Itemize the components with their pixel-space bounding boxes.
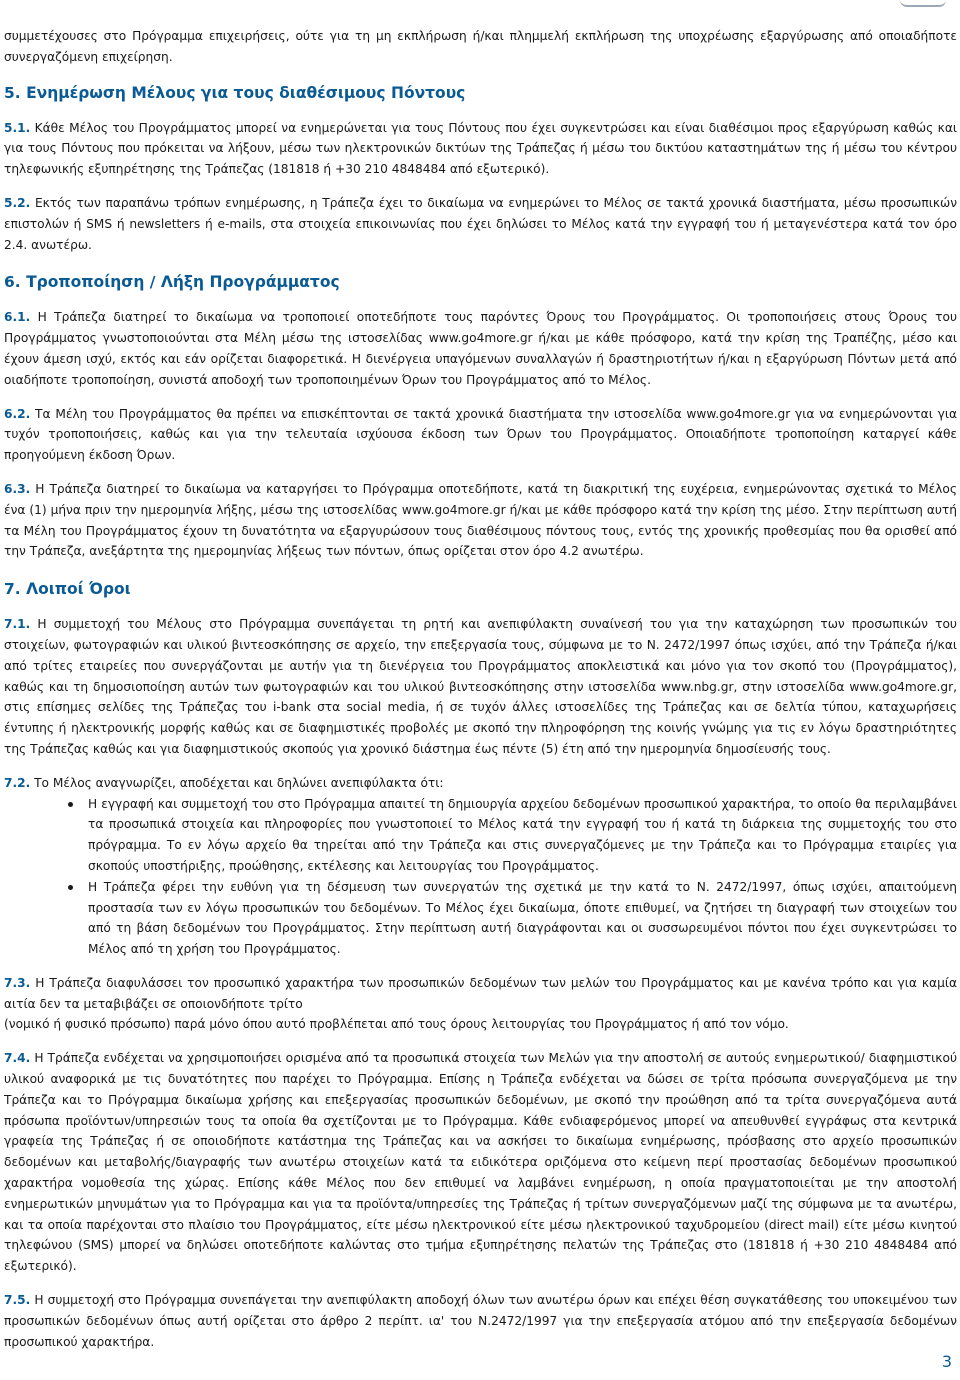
clause-number: 6.3. [4,481,31,496]
clause-text: Εκτός των παραπάνω τρόπων ενημέρωσης, η Τράπεζα έχει το δικαίωμα να ενημερώνει το Μέλος σε τακτά χρονικά διαστήματα, μέσω προσωπικών επιστολών ή SMS ή newsletters ή e-mails, στα στοιχεία επικοινωνίας που έχει δηλώσει το Μέλος κατά την εγγραφή του ή μεταγενέστερα κατά τον όρο 2.4. ανωτέρω. [4,195,958,252]
paragraph-6-1 [4,307,957,390]
clause-text: Η συμμετοχή στο Πρόγραμμα συνεπάγεται την ανεπιφύλακτη αποδοχή όλων των ανωτέρω όρων και επέχει θέση συγκατάθεσης του υποκειμένου των προσωπικών δεδομένων όπως αυτή ορίζεται στο άρθρο 2 περίπτ. ια' του Ν.2472/1997 για την επεξεργασία ατόμου από την επεξεργασία δεδομένων προσωπικού χαρακτήρα. [4,1293,958,1349]
paragraph-6-2 [4,404,957,466]
paragraph-7-2 [4,773,957,794]
clause-text: Η Τράπεζα διατηρεί το δικαίωμα να τροποποιεί οποτεδήποτε τους παρόντες Όρους του Προγράμματος. Οι τροποποιήσεις στους Όρους του Προγράμματος γνωστοποιούνται στα Μέλη μέσω της ιστοσελίδας www.go4more.gr ή/και με κάθε πρόσφορο, κατά την κρίση της Τραπέζης, μέσο και έχουν άμεση ισχύ, εκτός και εάν ορίζεται διαφορετικά. Η διενέργεια υπαγόμενων συναλλαγών ή δραστηριοτήτων ή/και η εξαργύρωση Πόντων μετά από οιαδήποτε τροποποίηση, συνιστά αποδοχή των τροποποιημένων Όρων του Προγράμματος από το Μέλος. [4,310,958,387]
intro-paragraph: συμμετέχουσες στο Πρόγραμμα επιχειρήσεις, ούτε για τη μη εκπλήρωση ή/και πλημμελή εκπλήρωση της υποχρέωσης εξαργύρωσης από οποιαδήποτε συνεργαζόμενη επιχείρηση. [4,29,957,64]
clause-number: 5.2. [4,195,31,210]
list-item: Η εγγραφή και συμμετοχή του στο Πρόγραμμα απαιτεί τη δημιουργία αρχείου δεδομένων προσωπικού χαρακτήρα, το οποίο θα περιλαμβάνει τα προσωπικά στοιχεία και πληροφορίες που γνωστοποιεί το Μέλος κατά την εγγραφή του ή κατά τη διάρκεια της συμμετοχής του στο πρόγραμμα. Το εν λόγω αρχείο θα τηρείται από την Τράπεζα και στις συνεργαζόμενες με την Τράπεζα και το Πρόγραμμα εταιρίες για σκοπούς υποστήριξης, προώθησης, εκτέλεσης και λειτουργίας του Προγράμματος. [88,794,957,877]
bullet-list-7-2 [4,794,957,960]
paragraph-7-4 [4,1048,957,1277]
section-6-heading: 6. Τροποποίηση / Λήξη Προγράμματος [4,273,340,292]
clause-number: 7.5. [4,1293,31,1308]
paragraph-7-3 [4,973,957,1015]
paragraph-7-5 [4,1290,957,1352]
list-item: Η Τράπεζα φέρει την ευθύνη για τη δέσμευση των συνεργατών της σχετικά με την κατά το Ν. 2472/1997, όπως ισχύει, απαιτούμενη προστασία των εν λόγω προσωπικών του δεδομένων. Το Μέλος έχει δικαίωμα, όποτε επιθυμεί, να ζητήσει τη διαγραφή των στοιχείων του από τη βάση δεδομένων του Προγράμματος. Στην περίπτωση αυτή διαγράφονται και οι συσσωρευμένοι πόντοι που έχει συγκεντρώσει το Μέλος από τη χρήση του Προγράμματος. [88,877,957,960]
clause-text: Τα Μέλη του Προγράμματος θα πρέπει να επισκέπτονται σε τακτά χρονικά διαστήματα την ιστοσελίδα www.go4more.gr για να ενημερώνονται για τυχόν τροποποιήσεις, καθώς και για την τελευταία ισχύουσα έκδοση των Όρων του Προγράμματος. Οποιαδήποτε τροποποίηση καταργεί κάθε προηγούμενη έκδοση Όρων. [4,406,958,463]
clause-text: Κάθε Μέλος του Προγράμματος μπορεί να ενημερώνεται για τους Πόντους που έχει συγκεντρώσει και είναι διαθέσιμοι προς εξαργύρωση καθώς και για τους Πόντους που πρόκειται να λήξουν, μέσω των ηλεκτρονικών δικτύων της Τράπεζας ή μέσω του δικτύου καταστημάτων της ή μέσω του κέντρου τηλεφωνικής εξυπηρέτησης της Τράπεζας (181818 ή +30 210 4848484 από εξωτερικό). [4,120,957,177]
header-decoration [900,0,946,7]
paragraph-7-1 [4,614,957,760]
clause-number: 7.4. [4,1051,31,1066]
clause-text: Η συμμετοχή του Μέλους στο Πρόγραμμα συνεπάγεται τη ρητή και ανεπιφύλακτη συναίνεσή του για την καταχώρηση των προσωπικών του στοιχείων, φωτογραφιών και υλικού βιντεοσκόπησης σε αρχείο, την επεξεργασία τους, σύμφωνα με το Ν. 2472/1997 όπως ισχύει, από την Τράπεζα ή/και από τρίτες εταιρείες που συνεργάζονται με αυτήν για τη διενέργεια του Προγράμματος αποκλειστικά και μόνο για τον σκοπό του (Προγράμματος), καθώς και τη δημοσιοποίηση αυτών των φωτογραφιών και του υλικού βιντεοσκόπησης στην ιστοσελίδα www.nbg.gr, στην ιστοσελίδα www.go4more.gr, στις επίσημες σελίδες της Τράπεζας του i-bank στα social media, ή σε τυχόν άλλες ιστοσελίδες της Τράπεζας και σε δελτία τύπου, καταχωρήσεις έντυπης ή ηλεκτρονικής μορφής καθώς και σε διαφημιστικές προβολές με σκοπό την πληροφόρηση της κοινής γνώμης για τις εν λόγω δραστηριότητες της Τράπεζας καθώς και για διαφημιστικούς σκοπούς για χρονικό διάστημα έως πέντε (5) έτη από την ημερομηνία δημοσίευσής τους. [4,617,957,756]
clause-number: 6.1. [4,310,31,325]
paragraph-7-3-continued: (νομικό ή φυσικό πρόσωπο) παρά μόνο όπου αυτό προβλέπεται από τους όρους λειτουργίας του Προγράμματος ή από τον νόμο. [4,1017,789,1032]
section-7-heading: 7. Λοιποί Όροι [4,580,131,599]
document-page [4,26,957,1365]
section-5-heading: 5. Ενημέρωση Μέλους για τους διαθέσιμους Πόντους [4,83,466,102]
clause-number: 7.3. [4,975,31,990]
clause-number: 7.1. [4,617,31,632]
clause-text: Η Τράπεζα διατηρεί το δικαίωμα να καταργήσει το Πρόγραμμα οποτεδήποτε, κατά τη διακριτική της ευχέρεια, ενημερώνοντας σχετικά το Μέλος ένα (1) μήνα πριν την ημερομηνία λήξης, μέσω της ιστοσελίδας www.go4more.gr ή/και με κάθε πρόσφορο κατά την κρίση της μέσο. Στην περίπτωση αυτή τα Μέλη του Προγράμματος έχουν τη δυνατότητα να εξαργυρώσουν τους διαθέσιμους πόντους τους, εντός της χρονικής προθεσμίας που θα ορισθεί από την Τράπεζα, ανεξάρτητα της ημερομηνίας λήξεως των πόντων, όπως ορίζεται στον όρο 4.2 ανωτέρω. [4,481,957,559]
clause-number: 7.2. [4,775,31,790]
clause-number: 5.1. [4,120,31,135]
clause-text: Η Τράπεζα ενδέχεται να χρησιμοποιήσει ορισμένα από τα προσωπικά στοιχεία των Μελών για την αποστολή σε αυτούς ενημερωτικού/ διαφημιστικού υλικού αναφορικά με τις δυνατότητες που παρέχει το Πρόγραμμα. Επίσης η Τράπεζα ενδέχεται να δώσει σε τρίτα πρόσωπα συνεργαζόμενα με την Τράπεζα και το Πρόγραμμα δικαίωμα χρήσης και επεξεργασίας προσωπικών δεδομένων, με σκοπό την προώθηση από τα τρίτα συνεργαζόμενα αυτά πρόσωπα προϊόντων/υπηρεσιών τους τα οποία θα σχετίζονται με το Πρόγραμμα. Κάθε ενδιαφερόμενος μπορεί να απευθυνθεί εγγράφως στα κεντρικά γραφεία της Τράπεζας ή σε οποιοδήποτε κατάστημα της Τράπεζας και να ασκήσει το δικαίωμα ενημέρωσης, πρόσβασης στο αρχείο προσωπικών δεδομένων και μεταβολής/διαγραφής των ανωτέρω στοιχείων κατά τα ειδικότερα οριζόμενα στο κείμενη περί προστασίας δεδομένων προσωπικού χαρακτήρα νομοθεσία της χώρας. Επίσης κάθε Μέλος που δεν επιθυμεί να λαμβάνει ενημέρωση, η οποία πραγματοποιείται με την αποστολή ενημερωτικών μηνυμάτων για το Πρόγραμμα και για τα προϊόντα/υπηρεσίες της Τράπεζας ή τρίτων συνεργαζόμενων μαζί της σύμφωνα με τα ανωτέρω, και τα οποία παρέχονται στο πλαίσιο του Προγράμματος, είτε μέσω ηλεκτρονικού είτε μέσω ηλεκτρονικού ταχυδρομείου (direct mail) είτε μέσω κινητού τηλεφώνου (SMS) μπορεί να δηλώσει οποτεδήποτε καλώντας στο τμήμα εξυπηρέτησης πελατών της Τράπεζας στο (181818 ή +30 210 4848484 από εξωτερικό). [4,1051,957,1274]
clause-number: 6.2. [4,406,31,421]
paragraph-5-1 [4,118,957,180]
clause-text: Η Τράπεζα διαφυλάσσει τον προσωπικό χαρακτήρα των προσωπικών δεδομένων των μελών του Προγράμματος και με κανένα τρόπο και για καμία αιτία δεν τα μεταβιβάζει σε οποιονδήποτε τρίτο [4,975,957,1011]
page-number: 3 [941,1352,952,1371]
paragraph-6-3 [4,479,957,562]
paragraph-5-2 [4,193,957,255]
clause-text: Το Μέλος αναγνωρίζει, αποδέχεται και δηλώνει ανεπιφύλακτα ότι: [34,775,444,790]
